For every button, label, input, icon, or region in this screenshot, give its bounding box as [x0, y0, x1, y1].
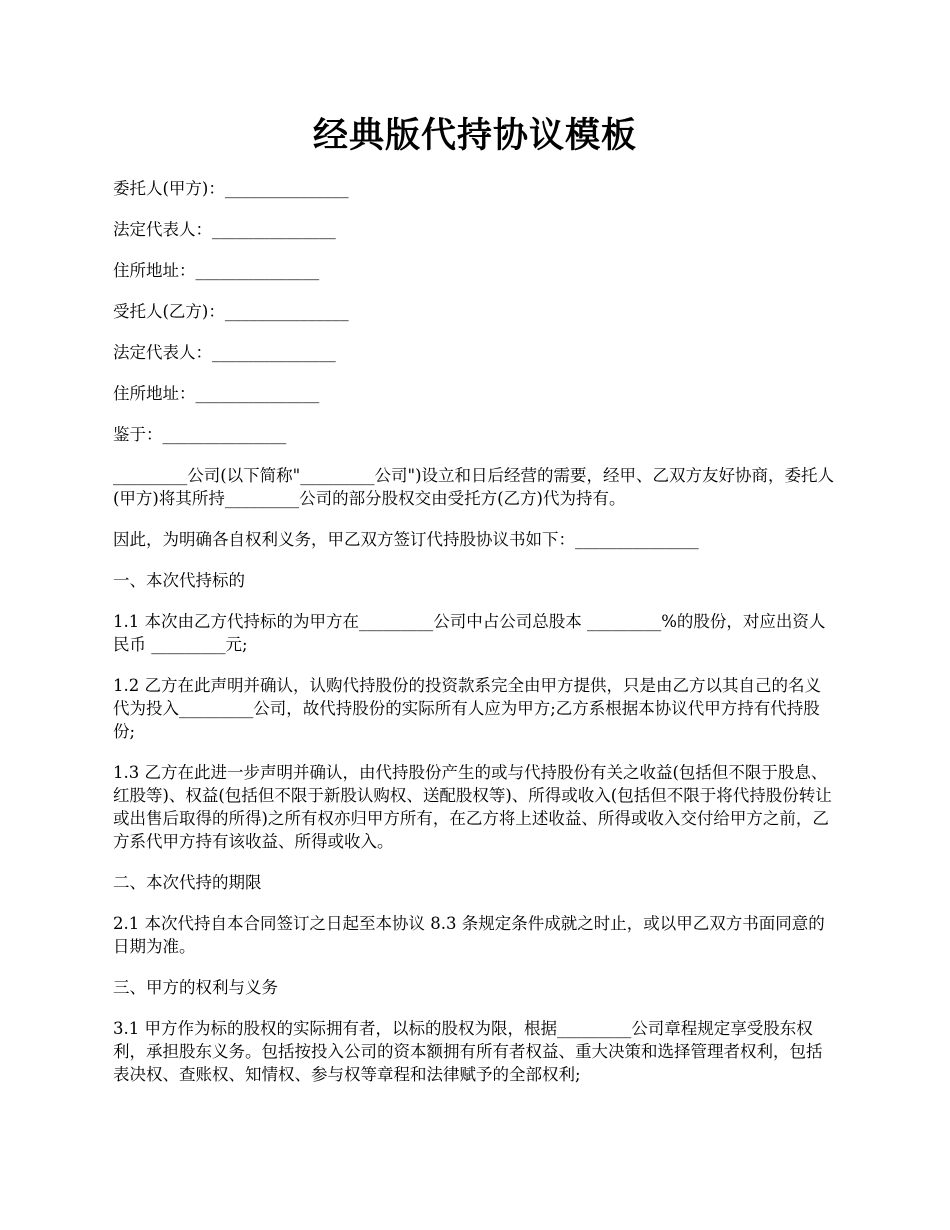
- trustee-address-line: 住所地址：_______________: [113, 384, 320, 403]
- clause-1-1: 1.1 本次由乙方代持标的为甲方在_________公司中占公司总股本 _________%的股份，对应出资人民币 _________元;: [113, 612, 826, 654]
- agreement-intro-paragraph: 因此，为明确各自权利义务，甲乙双方签订代持股协议书如下：_______________: [113, 530, 699, 549]
- document-body: [113, 177, 835, 1104]
- clause-1-3: 1.3 乙方在此进一步声明并确认，由代持股份产生的或与代持股份有关之收益(包括但不限于股息、红股等)、权益(包括但不限于新股认购权、送配股权等)、所得或收入(包括但不限于将代持股份转让或出售后取得的所得)之所有权亦归甲方所有，在乙方将上述收益、所得或收入交付给甲方之前，乙方系代甲方持有该收益、所得或收入。: [113, 763, 832, 851]
- section-heading-1: 一、本次代持标的: [113, 571, 245, 590]
- principal-legal-rep-line: 法定代表人：_______________: [113, 220, 336, 239]
- trustee-legal-rep-line: 法定代表人：_______________: [113, 343, 336, 362]
- section-heading-3: 三、甲方的权利与义务: [113, 978, 278, 997]
- principal-party-line: 委托人(甲方)：_______________: [113, 179, 349, 198]
- background-paragraph: _________公司(以下简称"_________公司")设立和日后经营的需要，经甲、乙双方友好协商，委托人(甲方)将其所持_________公司的部分股权交由受托方(乙方)代为持有。: [113, 466, 835, 508]
- whereas-line: 鉴于：_______________: [113, 425, 287, 444]
- clause-1-2: 1.2 乙方在此声明并确认，认购代持股份的投资款系完全由甲方提供，只是由乙方以其自己的名义代为投入_________公司，故代持股份的实际所有人应为甲方;乙方系根据本协议代甲方持有代持股份;: [113, 676, 821, 741]
- section-heading-2: 二、本次代持的期限: [113, 873, 262, 892]
- clause-2-1: 2.1 本次代持自本合同签订之日起至本协议 8.3 条规定条件成就之时止，或以甲乙双方书面同意的日期为准。: [113, 914, 825, 956]
- document-title: 经典版代持协议模板: [312, 115, 637, 156]
- trustee-party-line: 受托人(乙方)：_______________: [113, 302, 349, 321]
- clause-3-1: 3.1 甲方作为标的股权的实际拥有者，以标的股权为限，根据_________公司章程规定享受股东权利，承担股东义务。包括按投入公司的资本额拥有所有者权益、重大决策和选择管理者权利，包括表决权、查账权、知情权、参与权等章程和法律赋予的全部权利;: [113, 1019, 823, 1084]
- principal-address-line: 住所地址：_______________: [113, 261, 320, 280]
